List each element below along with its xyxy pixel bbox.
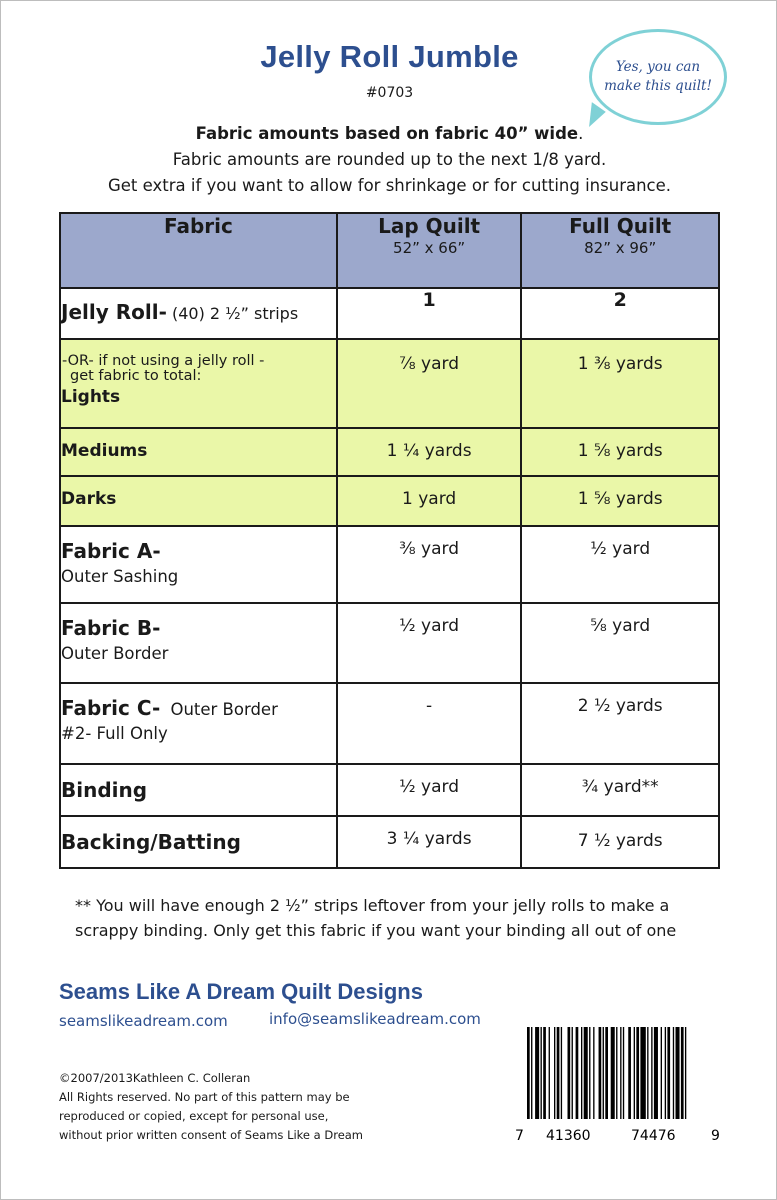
bubble-line-2: make this quilt!	[604, 78, 712, 94]
table-row-binding	[60, 764, 719, 816]
intro-line-2: Fabric amounts are rounded up to the next 1/8 yard.	[172, 150, 607, 169]
barcode-bar	[616, 1027, 617, 1119]
barcode-bar	[685, 1027, 686, 1131]
fabric-b-full: ⅝ yard	[521, 603, 719, 683]
jelly-roll-lap: 1	[337, 288, 522, 339]
copyright-line-4: without prior written consent of Seams Like a Dream	[59, 1128, 364, 1142]
barcode-bar	[549, 1027, 550, 1119]
barcode-bar	[654, 1027, 658, 1119]
mediums-label: Mediums	[60, 428, 337, 476]
intro-bold: Fabric amounts based on fabric 40” wide	[195, 124, 579, 143]
barcode-bar	[527, 1027, 530, 1131]
table-row-jelly-roll	[60, 288, 719, 339]
binding-full: ¾ yard**	[521, 764, 719, 816]
fabric-table	[59, 212, 720, 869]
copyright-line-1: ©2007/2013Kathleen C. Colleran	[59, 1071, 251, 1085]
mediums-full: 1 ⅝ yards	[521, 428, 719, 476]
backing-full: 7 ½ yards	[521, 816, 719, 868]
barcode	[513, 1027, 721, 1145]
note-line-2: scrappy binding. Only get this fabric if you want your binding all out of one	[75, 921, 677, 940]
table-row-darks	[60, 476, 719, 526]
bubble-line-1: Yes, you can	[615, 59, 701, 75]
pattern-code: #0703	[365, 85, 414, 101]
barcode-digit-left: 7	[515, 1128, 524, 1144]
fabric-c-label: Fabric C- Outer Border #2- Full Only	[60, 683, 337, 764]
barcode-bar	[640, 1027, 645, 1119]
barcode-bar	[576, 1027, 579, 1119]
speech-bubble	[589, 29, 727, 125]
barcode-bar	[561, 1027, 562, 1119]
email-link[interactable]: info@seamslikeadream.com	[269, 1010, 481, 1028]
barcode-bar	[535, 1027, 539, 1119]
website-link[interactable]: seamslikeadream.com	[59, 1012, 228, 1030]
darks-lap: 1 yard	[337, 476, 522, 526]
jelly-roll-label: Jelly Roll- (40) 2 ½” strips	[60, 288, 337, 339]
barcode-bar	[665, 1027, 666, 1119]
darks-label: Darks	[60, 476, 337, 526]
barcode-bar	[581, 1027, 582, 1119]
table-row-fabric-a	[60, 526, 719, 603]
binding-lap: ½ yard	[337, 764, 522, 816]
barcode-bar	[605, 1027, 608, 1131]
intro-period: .	[578, 124, 584, 143]
barcode-digits-group-1: 41360	[546, 1128, 591, 1144]
barcode-bar	[611, 1027, 615, 1131]
note-line-1: ** You will have enough 2 ½” strips leftover from your jelly rolls to make a	[75, 896, 670, 915]
table-header-row	[60, 213, 719, 288]
copyright-line-3: reproduced or copied, except for personal use,	[59, 1109, 329, 1123]
lights-full: 1 ⅜ yards	[521, 339, 719, 428]
barcode-bar	[603, 1027, 604, 1119]
header-fabric: Fabric	[60, 213, 337, 288]
barcode-bar	[628, 1027, 631, 1119]
barcode-bar	[543, 1027, 546, 1119]
barcode-bar	[667, 1027, 670, 1119]
barcode-bars	[527, 1027, 686, 1131]
header-lap-quilt: Lap Quilt 52” x 66”	[337, 213, 522, 288]
fabric-c-lap: -	[337, 683, 522, 764]
barcode-bar	[673, 1027, 674, 1119]
barcode-bar	[647, 1027, 648, 1119]
barcode-bar	[557, 1027, 560, 1119]
copyright-line-2: All Rights reserved. No part of this pattern may be	[59, 1090, 350, 1104]
table-row-backing	[60, 816, 719, 868]
binding-label: Binding	[60, 764, 337, 816]
binding-note	[75, 893, 695, 943]
barcode-bar	[554, 1027, 555, 1119]
barcode-bar	[623, 1027, 624, 1119]
barcode-bar	[681, 1027, 684, 1119]
darks-full: 1 ⅝ yards	[521, 476, 719, 526]
barcode-digit-right: 9	[711, 1128, 720, 1144]
barcode-bar	[620, 1027, 621, 1119]
barcode-bar	[651, 1027, 652, 1119]
backing-label: Backing/Batting	[60, 816, 337, 868]
barcode-bar	[568, 1027, 571, 1119]
brand-name: Seams Like A Dream Quilt Designs	[59, 979, 423, 1004]
barcode-bar	[661, 1027, 662, 1119]
table-row-mediums	[60, 428, 719, 476]
pattern-title: Jelly Roll Jumble	[260, 39, 519, 74]
table-row-lights	[60, 339, 719, 428]
fabric-b-label: Fabric B- Outer Border	[60, 603, 337, 683]
intro-text	[1, 121, 777, 199]
fabric-a-label: Fabric A- Outer Sashing	[60, 526, 337, 603]
mediums-lap: 1 ¼ yards	[337, 428, 522, 476]
barcode-bar	[531, 1027, 532, 1131]
barcode-digits-group-2: 74476	[631, 1128, 676, 1144]
barcode-bar	[584, 1027, 588, 1119]
lights-label: -OR- if not using a jelly roll - get fabric to total: Lights	[60, 339, 337, 428]
barcode-bar	[593, 1027, 594, 1119]
barcode-bar	[676, 1027, 680, 1119]
copyright-notice	[59, 1069, 479, 1145]
table-row-fabric-b	[60, 603, 719, 683]
barcode-bar	[599, 1027, 602, 1119]
fabric-b-lap: ½ yard	[337, 603, 522, 683]
full-size: 82” x 96”	[584, 239, 657, 257]
fabric-a-full: ½ yard	[521, 526, 719, 603]
barcode-bar	[634, 1027, 635, 1119]
header-full-quilt: Full Quilt 82” x 96”	[521, 213, 719, 288]
barcode-bar	[589, 1027, 590, 1119]
jelly-roll-full: 2	[521, 288, 719, 339]
barcode-bar	[572, 1027, 573, 1119]
backing-lap: 3 ¼ yards	[337, 816, 522, 868]
fabric-a-lap: ⅜ yard	[337, 526, 522, 603]
barcode-bar	[541, 1027, 542, 1119]
lap-size: 52” x 66”	[393, 239, 466, 257]
barcode-bar	[636, 1027, 639, 1119]
table-row-fabric-c	[60, 683, 719, 764]
intro-line-3: Get extra if you want to allow for shrinkage or for cutting insurance.	[107, 176, 672, 195]
fabric-c-full: 2 ½ yards	[521, 683, 719, 764]
lights-lap: ⅞ yard	[337, 339, 522, 428]
